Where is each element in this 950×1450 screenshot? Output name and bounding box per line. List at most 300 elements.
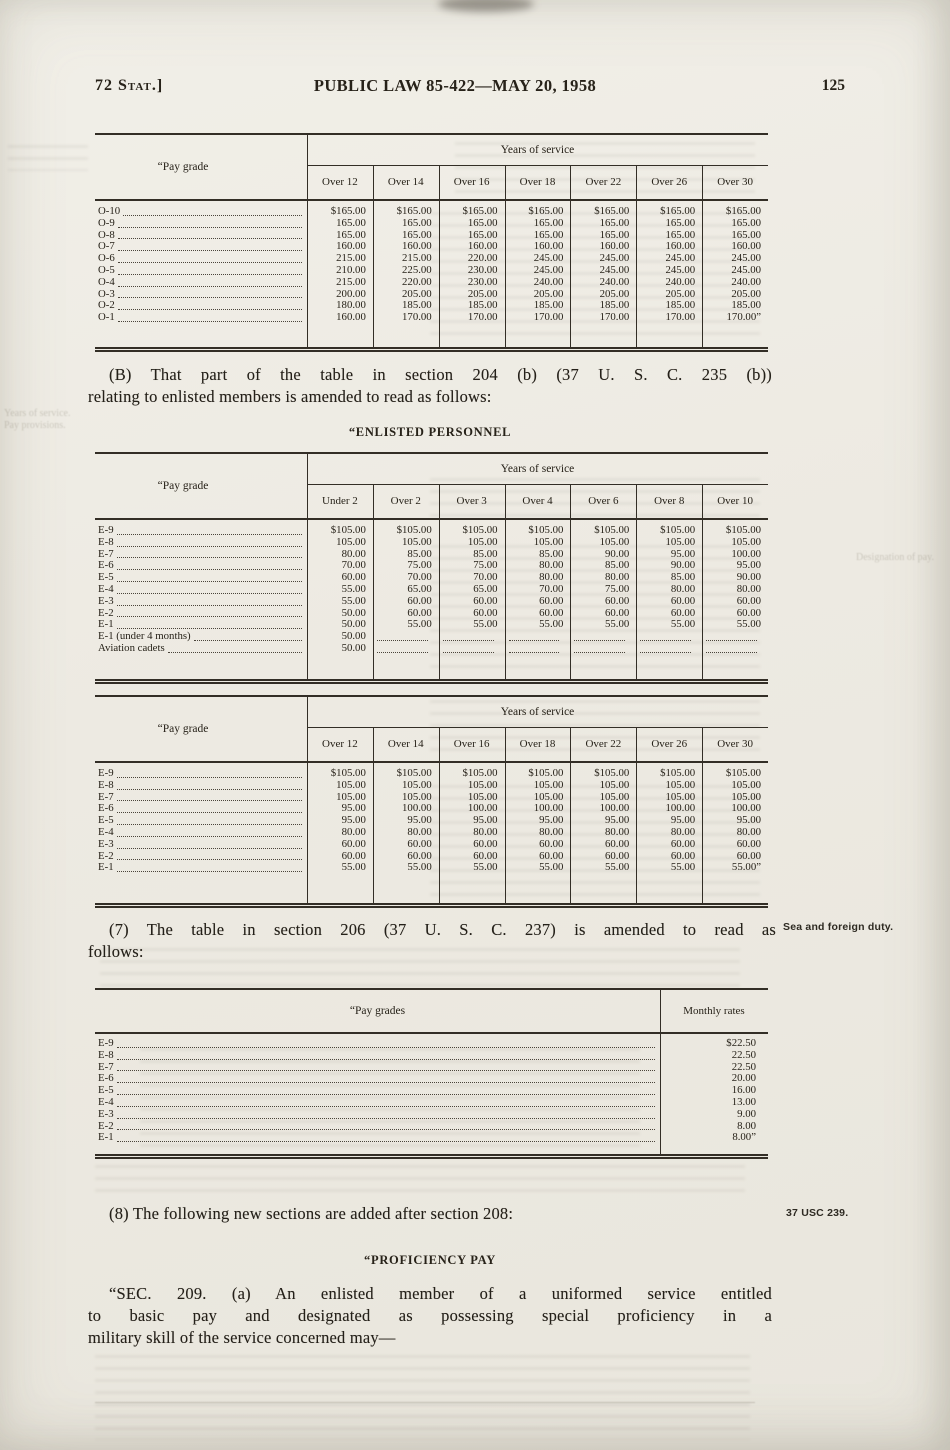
stat-citation: 72 Stat.] xyxy=(95,77,164,94)
pay-amount: 160.00 xyxy=(533,240,564,253)
row-label-cell xyxy=(95,537,307,549)
pay-grade-label: E-3 xyxy=(98,837,114,850)
pay-amount: 165.00 xyxy=(665,228,696,241)
paragraph-line: follows: xyxy=(88,942,144,961)
column-divider xyxy=(373,166,374,347)
pay-amount: 60.00 xyxy=(605,594,630,607)
bleedthrough-smudge xyxy=(95,1165,745,1197)
dot-leader xyxy=(118,250,302,251)
pay-amount-cell xyxy=(307,265,373,277)
table-row xyxy=(95,862,768,874)
pay-amount-cell xyxy=(439,839,505,851)
pay-amount-cell xyxy=(439,596,505,608)
dot-leader xyxy=(117,1094,655,1095)
table-row xyxy=(95,584,768,596)
pay-amount: $165.00 xyxy=(660,205,696,217)
pay-grade-label: E-9 xyxy=(98,767,114,779)
column-header: Under 2 xyxy=(322,495,358,507)
pay-amount: 85.00 xyxy=(407,547,432,560)
pay-amount: 205.00 xyxy=(533,287,564,300)
pay-amount-cell xyxy=(307,839,373,851)
pay-grade-label: O-6 xyxy=(98,252,115,265)
pay-amount: $105.00 xyxy=(396,767,432,779)
pay-grade-label: E-4 xyxy=(98,825,114,838)
pay-grade-label: E-4 xyxy=(98,1095,114,1108)
pay-amount: 55.00 xyxy=(605,861,630,874)
pay-amount-cell xyxy=(636,277,702,289)
pay-amount-cell xyxy=(373,537,439,549)
pay-amount: 20.00 xyxy=(731,1072,756,1085)
pay-amount-cell xyxy=(373,827,439,839)
pay-amount-cell xyxy=(702,631,768,643)
pay-amount: 60.00 xyxy=(670,837,696,850)
pay-amount: 105.00 xyxy=(336,535,366,548)
pay-amount: 80.00 xyxy=(473,825,498,838)
table-body xyxy=(95,201,768,347)
pay-amount: 205.00 xyxy=(402,287,432,300)
dot-leader xyxy=(117,1059,655,1060)
pay-amount-cell xyxy=(439,619,505,631)
pay-amount: 85.00 xyxy=(670,571,696,584)
pay-amount-cell xyxy=(702,643,768,655)
pay-grade-label: E-2 xyxy=(98,1119,114,1132)
row-label-cell xyxy=(95,1038,660,1050)
pay-amount: 60.00 xyxy=(539,606,564,619)
pay-grade-label: E-7 xyxy=(98,547,114,560)
pay-amount: 60.00 xyxy=(473,594,498,607)
span-header: Years of service xyxy=(307,697,768,728)
pay-amount-cell xyxy=(505,596,571,608)
pay-amount: 55.00 xyxy=(670,618,696,631)
pay-amount-cell xyxy=(636,265,702,277)
enlisted-pay-table-early-years xyxy=(95,452,768,684)
pay-amount: 65.00 xyxy=(407,582,432,595)
pay-amount: 165.00 xyxy=(336,216,366,229)
pay-amount: 160.00 xyxy=(731,240,762,253)
pay-amount-cell xyxy=(702,862,768,874)
pay-amount: 90.00 xyxy=(605,547,630,560)
pay-amount-cell xyxy=(702,584,768,596)
pay-grade-label: Aviation cadets xyxy=(98,641,165,654)
pay-amount: 60.00 xyxy=(605,606,630,619)
paragraph-8 xyxy=(88,1203,772,1225)
pay-amount: 16.00 xyxy=(731,1084,756,1097)
empty-dashes xyxy=(640,643,691,653)
pay-amount: 60.00 xyxy=(670,849,696,862)
pay-amount: 100.00 xyxy=(533,802,564,815)
stub-divider xyxy=(307,454,308,679)
pay-amount: 55.00 xyxy=(341,594,366,607)
pay-amount-cell xyxy=(373,277,439,289)
pay-grade-label: O-4 xyxy=(98,275,115,288)
pay-amount-cell xyxy=(570,265,636,277)
pay-amount: $105.00 xyxy=(660,767,696,779)
pay-amount-cell xyxy=(439,643,505,655)
pay-amount: 55.00 xyxy=(473,618,498,631)
row-label-cell xyxy=(95,596,307,608)
pay-amount-cell xyxy=(373,619,439,631)
pay-amount: 245.00 xyxy=(533,252,564,265)
column-divider xyxy=(505,166,506,347)
column-divider xyxy=(636,485,637,679)
dot-leader xyxy=(117,1106,655,1107)
pay-amount: 160.00 xyxy=(336,240,366,253)
pay-amount-cell xyxy=(702,265,768,277)
pay-amount: 60.00 xyxy=(473,837,498,850)
pay-amount-cell xyxy=(505,780,571,792)
pay-amount: 245.00 xyxy=(731,263,762,276)
pay-amount: $165.00 xyxy=(594,205,630,217)
row-label-cell xyxy=(95,792,307,804)
pay-amount-cell xyxy=(505,312,571,324)
dot-leader xyxy=(117,789,302,790)
pay-amount: 105.00 xyxy=(467,790,498,803)
pay-amount: 95.00 xyxy=(539,814,564,827)
table-row xyxy=(95,596,768,608)
pay-amount: 60.00 xyxy=(341,837,366,850)
row-label-cell xyxy=(95,1121,660,1133)
pay-amount: 8.00 xyxy=(737,1119,756,1132)
section-209-paragraph xyxy=(88,1283,772,1349)
dot-leader xyxy=(194,640,302,641)
row-label-cell xyxy=(95,1132,660,1144)
dot-leader xyxy=(117,1118,655,1119)
pay-amount: 60.00 xyxy=(736,849,762,862)
pay-amount: 170.00 xyxy=(665,311,696,324)
pay-amount: 90.00 xyxy=(736,571,762,584)
pay-amount: 185.00 xyxy=(533,299,564,312)
bleedthrough-note-line: Pay provisions. xyxy=(4,420,66,431)
sea-foreign-duty-rates-table xyxy=(95,988,768,1159)
pay-amount-cell xyxy=(439,537,505,549)
pay-amount-cell xyxy=(505,537,571,549)
dot-leader xyxy=(168,652,302,653)
pay-amount: 80.00 xyxy=(736,582,762,595)
row-label-cell xyxy=(95,851,307,863)
pay-amount: 60.00 xyxy=(605,837,630,850)
empty-dashes xyxy=(509,643,560,653)
stub-header: “Pay grade xyxy=(157,723,209,735)
column-header: Over 26 xyxy=(651,176,688,188)
pay-amount: 245.00 xyxy=(665,252,696,265)
column-header: Over 8 xyxy=(654,495,685,507)
pay-amount-cell xyxy=(505,631,571,643)
column-divider xyxy=(439,485,440,679)
pay-amount-cell xyxy=(636,862,702,874)
enlisted-pay-table-later-years xyxy=(95,695,768,908)
row-label-cell xyxy=(95,827,307,839)
table-row xyxy=(95,827,768,839)
row-label-cell xyxy=(95,584,307,596)
row-label-cell xyxy=(95,560,307,572)
pay-amount: 60.00 xyxy=(407,837,432,850)
pay-amount-cell xyxy=(570,312,636,324)
pay-amount: 220.00 xyxy=(467,252,498,265)
pay-amount: 95.00 xyxy=(341,814,366,827)
pay-grade-label: E-1 xyxy=(98,618,114,631)
column-header: Over 18 xyxy=(519,738,556,750)
pay-amount: 245.00 xyxy=(731,252,762,265)
pay-amount: 60.00 xyxy=(341,849,366,862)
column-divider xyxy=(702,485,703,679)
pay-amount: $165.00 xyxy=(725,205,762,217)
pay-amount: 80.00 xyxy=(736,825,762,838)
pay-amount-cell xyxy=(307,596,373,608)
pay-amount-cell xyxy=(505,265,571,277)
pay-amount: 245.00 xyxy=(533,263,564,276)
pay-grade-label: O-3 xyxy=(98,287,115,300)
table-body xyxy=(95,763,768,903)
table-row xyxy=(95,1109,768,1121)
empty-dashes xyxy=(509,631,560,641)
pay-amount-cell xyxy=(636,596,702,608)
pay-amount: 95.00 xyxy=(605,814,630,827)
pay-amount: 105.00 xyxy=(467,778,498,791)
pay-amount-cell xyxy=(373,265,439,277)
bleedthrough-smudge xyxy=(95,1355,750,1440)
pay-amount-cell xyxy=(505,643,571,655)
pay-amount: 165.00 xyxy=(599,228,630,241)
row-label-cell xyxy=(95,780,307,792)
pay-amount: 165.00 xyxy=(467,216,498,229)
pay-amount: 85.00 xyxy=(605,559,630,572)
dot-leader xyxy=(118,321,302,322)
pay-amount: 60.00 xyxy=(473,849,498,862)
stub-header: “Pay grade xyxy=(157,480,209,492)
dot-leader xyxy=(117,1047,655,1048)
pay-amount-cell xyxy=(505,862,571,874)
row-label-cell xyxy=(95,815,307,827)
pay-amount: 60.00 xyxy=(605,849,630,862)
pay-amount-cell xyxy=(307,584,373,596)
pay-grade-label: O-7 xyxy=(98,240,115,253)
pay-amount: 100.00 xyxy=(731,802,762,815)
table-row xyxy=(95,277,768,289)
empty-dashes xyxy=(377,631,428,641)
pay-amount: 55.00 xyxy=(539,618,564,631)
margin-note-usc-239: 37 USC 239. xyxy=(786,1207,849,1219)
pay-grade-label: E-1 (under 4 months) xyxy=(98,630,191,643)
dot-leader xyxy=(117,1129,655,1130)
pay-grade-label: E-8 xyxy=(98,1048,114,1061)
pay-amount-cell xyxy=(636,631,702,643)
law-title: PUBLIC LAW 85-422—MAY 20, 1958 xyxy=(313,76,597,95)
pay-amount-cell xyxy=(570,631,636,643)
pay-amount: 50.00 xyxy=(341,630,366,643)
pay-amount-cell xyxy=(636,218,702,230)
table-row xyxy=(95,1050,768,1062)
pay-amount: 60.00 xyxy=(736,606,762,619)
pay-amount: 80.00 xyxy=(407,825,432,838)
pay-amount: 60.00 xyxy=(539,837,564,850)
pay-amount: $165.00 xyxy=(396,205,432,217)
table-row xyxy=(95,312,768,324)
bleedthrough-rule xyxy=(95,1402,755,1403)
column-header: Over 3 xyxy=(456,495,487,507)
pay-amount-cell xyxy=(636,780,702,792)
pay-amount: 80.00 xyxy=(341,825,366,838)
dot-leader xyxy=(117,1141,655,1142)
bleedthrough-note-left xyxy=(4,408,90,432)
pay-amount: 9.00 xyxy=(737,1107,756,1120)
pay-amount: 60.00 xyxy=(473,606,498,619)
column-divider xyxy=(570,728,571,903)
row-label-cell xyxy=(95,300,307,312)
pay-amount: 70.00 xyxy=(341,559,366,572)
column-header: Over 22 xyxy=(585,738,622,750)
dot-leader xyxy=(118,309,302,310)
pay-amount: 220.00 xyxy=(402,275,432,288)
pay-amount: 180.00 xyxy=(336,299,366,312)
paragraph-7 xyxy=(88,919,776,963)
pay-amount: 105.00 xyxy=(467,535,498,548)
pay-amount-cell xyxy=(505,218,571,230)
paragraph-b xyxy=(88,364,772,408)
pay-amount: 240.00 xyxy=(599,275,630,288)
empty-dashes xyxy=(574,643,625,653)
pay-amount: 22.50 xyxy=(731,1048,756,1061)
pay-amount: 50.00 xyxy=(341,641,366,654)
column-header: Over 30 xyxy=(717,176,753,188)
pay-amount: 100.00 xyxy=(467,802,498,815)
pay-amount: 80.00 xyxy=(341,547,366,560)
dot-leader xyxy=(117,569,302,570)
pay-amount-cell xyxy=(373,839,439,851)
monthly-rate-cell xyxy=(660,1132,768,1144)
pay-amount: 55.00 xyxy=(341,861,366,874)
table-row xyxy=(95,265,768,277)
pay-grade-label: E-6 xyxy=(98,559,114,572)
pay-grade-label: O-2 xyxy=(98,299,115,312)
column-divider xyxy=(636,166,637,347)
table-row xyxy=(95,1062,768,1074)
pay-amount: 95.00 xyxy=(407,814,432,827)
column-divider xyxy=(636,728,637,903)
margin-note-sea-foreign-duty: Sea and foreign duty. xyxy=(783,921,894,933)
pay-amount-cell xyxy=(373,862,439,874)
pay-amount: 105.00 xyxy=(665,778,696,791)
pay-amount-cell xyxy=(373,780,439,792)
years-of-service-header xyxy=(307,135,768,199)
pay-grade-label: E-2 xyxy=(98,606,114,619)
pay-amount: 55.00 xyxy=(407,618,432,631)
pay-amount-cell xyxy=(570,619,636,631)
pay-amount: 165.00 xyxy=(731,228,762,241)
bleedthrough-smudge xyxy=(8,145,88,171)
pay-amount-cell xyxy=(636,537,702,549)
pay-grade-label: E-6 xyxy=(98,802,114,815)
pay-amount: 60.00 xyxy=(670,606,696,619)
span-header: Years of service xyxy=(307,135,768,166)
table-row xyxy=(95,1038,768,1050)
paragraph-line: (7) The table in section 206 (37 U. S. C. 237) is amended to read as xyxy=(109,920,776,939)
pay-amount: 240.00 xyxy=(665,275,696,288)
pay-amount: 80.00 xyxy=(670,825,696,838)
pay-amount: 80.00 xyxy=(539,559,564,572)
pay-amount: 100.00 xyxy=(665,802,696,815)
pay-amount: 105.00 xyxy=(533,790,564,803)
pay-amount: 60.00 xyxy=(407,849,432,862)
pay-amount: 170.00 xyxy=(467,311,498,324)
pay-amount-cell xyxy=(307,537,373,549)
pay-amount: 185.00 xyxy=(665,299,696,312)
paragraph-line: (8) The following new sections are added after section 208: xyxy=(109,1204,514,1223)
column-divider xyxy=(373,485,374,679)
pay-amount: 240.00 xyxy=(533,275,564,288)
pay-grade-label: E-6 xyxy=(98,1072,114,1085)
pay-amount: 160.00 xyxy=(402,240,432,253)
pay-amount: 80.00 xyxy=(670,582,696,595)
column-header: Over 14 xyxy=(387,738,424,750)
pay-amount: 165.00 xyxy=(467,228,498,241)
pay-amount: 105.00 xyxy=(402,535,432,548)
table-row xyxy=(95,1073,768,1085)
pay-amount-cell xyxy=(439,584,505,596)
pay-grade-label: E-9 xyxy=(98,1037,114,1049)
pay-amount-cell xyxy=(702,596,768,608)
pay-amount: 55.00” xyxy=(731,861,762,874)
column-divider xyxy=(702,728,703,903)
table-header xyxy=(95,454,768,520)
pay-amount-cell xyxy=(373,584,439,596)
pay-amount-cell xyxy=(307,218,373,230)
pay-amount: 95.00 xyxy=(670,814,696,827)
column-header: Over 14 xyxy=(387,176,424,188)
column-header: Over 16 xyxy=(453,738,490,750)
table-row xyxy=(95,780,768,792)
pay-amount-cell xyxy=(439,277,505,289)
dot-leader xyxy=(117,581,302,582)
column-header: Over 22 xyxy=(585,176,622,188)
pay-amount: $105.00 xyxy=(660,524,696,536)
pay-grade-label: E-5 xyxy=(98,1084,114,1097)
row-label-cell xyxy=(95,241,307,253)
pay-amount: 8.00” xyxy=(732,1131,756,1144)
row-label-cell xyxy=(95,312,307,324)
table-row xyxy=(95,631,768,643)
pay-amount-cell xyxy=(439,862,505,874)
pay-amount: 55.00 xyxy=(539,861,564,874)
pay-amount: 205.00 xyxy=(467,287,498,300)
column-header: Over 18 xyxy=(519,176,556,188)
pay-grade-label: E-5 xyxy=(98,814,114,827)
pay-amount: 225.00 xyxy=(402,263,432,276)
page-header xyxy=(95,76,855,100)
pay-amount-cell xyxy=(373,643,439,655)
stub-divider xyxy=(307,135,308,347)
pay-amount: 80.00 xyxy=(605,571,630,584)
page-number: 125 xyxy=(821,77,845,94)
paragraph-line: relating to enlisted members is amended to read as follows: xyxy=(88,387,492,406)
pay-amount-cell xyxy=(439,312,505,324)
row-label-cell xyxy=(95,230,307,242)
pay-amount-cell xyxy=(570,827,636,839)
row-label-cell xyxy=(95,1050,660,1062)
dot-leader xyxy=(117,824,302,825)
pay-amount: $165.00 xyxy=(528,205,564,217)
row-label-cell xyxy=(95,768,307,780)
row-label-cell xyxy=(95,1073,660,1085)
row-label-cell xyxy=(95,1097,660,1109)
stub-header: “Pay grades xyxy=(349,1005,406,1017)
table-header xyxy=(95,990,768,1034)
dot-leader xyxy=(117,777,302,778)
empty-dashes xyxy=(706,643,757,653)
column-header: Over 26 xyxy=(651,738,688,750)
stub-header: “Pay grade xyxy=(157,161,209,173)
pay-amount: 105.00 xyxy=(665,535,696,548)
column-divider xyxy=(570,166,571,347)
